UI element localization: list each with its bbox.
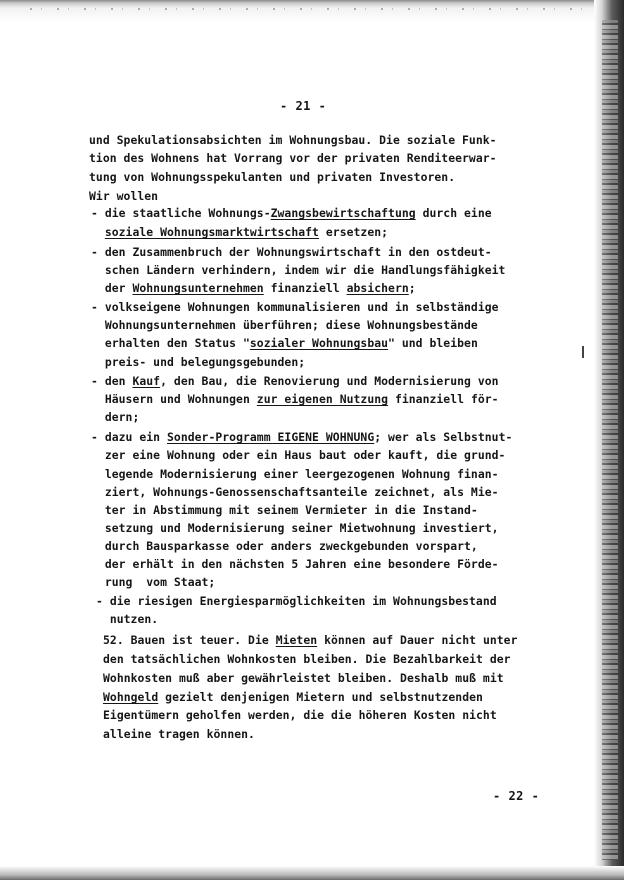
text-segment: - dazu ein <box>91 430 167 444</box>
text-segment: ziert, Wohnungs-Genossenschaftsanteile zeichnet, als Mie- <box>91 485 499 499</box>
text-line <box>91 557 499 571</box>
text-segment: - volkseigene Wohnungen kommunalisieren und in selbständige <box>91 300 499 314</box>
text-line <box>91 575 215 589</box>
text-segment: 52. Bauen ist teuer. Die <box>103 633 276 647</box>
text-segment: ; <box>408 281 416 295</box>
text-segment: erhalten den Status " <box>91 336 250 350</box>
text-line <box>91 336 478 350</box>
text-segment: dern; <box>91 410 140 424</box>
text-segment: nutzen. <box>96 612 159 626</box>
text-segment: zer eine Wohnung oder ein Haus baut oder kauft, die grund- <box>91 448 506 462</box>
text-segment: ; wer als Selbstnut- <box>374 430 513 444</box>
text-line <box>89 170 455 184</box>
text-line <box>91 503 478 517</box>
text-line <box>91 318 478 332</box>
text-segment: schen Ländern verhindern, indem wir die Handlungsfähigkeit <box>91 263 506 277</box>
text-segment: alleine tragen können. <box>103 727 255 741</box>
text-segment <box>91 225 105 239</box>
text-segment: Eigentümern geholfen werden, die die höheren Kosten nicht <box>103 708 497 722</box>
text-line <box>91 245 492 259</box>
text-line <box>96 612 158 626</box>
text-line <box>91 467 499 481</box>
underlined-text: Mieten <box>275 633 318 647</box>
underlined-text: zur eigenen Nutzung <box>256 392 389 406</box>
scan-right-noise <box>602 20 618 860</box>
text-line <box>103 633 517 647</box>
text-segment: Wir wollen <box>89 189 159 203</box>
text-segment: ter in Abstimmung mit seinem Vermieter in die Instand- <box>91 503 478 517</box>
text-segment: durch eine <box>415 206 492 220</box>
underlined-text: Sonder-Programm EIGENE WOHNUNG <box>167 430 375 444</box>
scan-bottom-edge <box>0 866 624 880</box>
text-line <box>89 133 497 147</box>
text-segment: finanziell <box>263 281 347 295</box>
underlined-text: absichern <box>346 281 409 295</box>
text-segment: und Spekulationsabsichten im Wohnungsbau. Die soziale Funk- <box>89 133 497 147</box>
text-segment: " und bleiben <box>388 336 478 350</box>
text-segment: rung vom Staat; <box>91 575 216 589</box>
text-line <box>91 374 499 388</box>
text-segment: ersetzen; <box>318 225 389 239</box>
text-segment: - die riesigen Energiesparmöglichkeiten im Wohnungsbestand <box>96 594 497 608</box>
text-line <box>91 539 478 553</box>
text-segment: Wohnkosten muß aber gewährleistet bleiben. Deshalb muß mit <box>103 671 504 685</box>
text-line <box>91 448 505 462</box>
text-segment: der erhält in den nächsten 5 Jahren eine besondere Förde- <box>91 557 499 571</box>
text-segment: der <box>91 281 133 295</box>
text-segment: setzung und Modernisierung seiner Mietwohnung investiert, <box>91 521 499 535</box>
text-line <box>91 300 499 314</box>
text-line <box>91 410 139 424</box>
margin-mark <box>582 346 584 358</box>
text-line <box>103 727 255 741</box>
page-number-top: - 21 - <box>280 99 327 113</box>
text-line <box>91 392 499 406</box>
text-line <box>89 189 158 203</box>
text-line <box>91 206 492 220</box>
text-segment: können auf Dauer nicht unter <box>317 633 518 647</box>
underlined-text: Kauf <box>132 374 161 388</box>
text-segment: durch Bausparkasse oder anders zweckgebunden vorspart, <box>91 539 478 553</box>
text-segment: - den <box>91 374 133 388</box>
text-segment: Wohnungsunternehmen überführen; diese Wohnungsbestände <box>91 318 478 332</box>
underlined-text: soziale Wohnungsmarktwirtschaft <box>104 225 319 239</box>
text-line <box>91 263 505 277</box>
text-line <box>103 671 504 685</box>
text-segment: tung von Wohnungsspekulanten und privaten Investoren. <box>89 170 456 184</box>
text-line <box>103 708 497 722</box>
text-segment: Häusern und Wohnungen <box>91 392 257 406</box>
text-line <box>89 151 497 165</box>
scan-top-edge <box>0 0 624 22</box>
text-line <box>91 485 499 499</box>
text-segment: , den Bau, die Renovierung und Modernisierung von <box>160 374 499 388</box>
underlined-text: Zwangsbewirtschaftung <box>270 206 416 220</box>
text-segment: - die staatliche Wohnungs- <box>91 206 271 220</box>
text-line <box>103 690 483 704</box>
text-segment: preis- und belegungsgebunden; <box>91 355 306 369</box>
text-segment: tion des Wohnens hat Vorrang vor der privaten Renditeerwar- <box>89 151 497 165</box>
text-segment: legende Modernisierung einer leergezogenen Wohnung finan- <box>91 467 499 481</box>
text-segment: finanziell för- <box>388 392 499 406</box>
scan-top-noise <box>30 8 590 10</box>
text-segment: - den Zusammenbruch der Wohnungswirtschaft in den ostdeut- <box>91 245 492 259</box>
text-segment: gezielt denjenigen Mietern und selbstnutzenden <box>158 690 483 704</box>
underlined-text: Wohnungsunternehmen <box>132 281 264 295</box>
text-line <box>103 652 511 666</box>
text-line <box>91 281 416 295</box>
text-line <box>91 225 388 239</box>
underlined-text: sozialer Wohnungsbau <box>249 336 389 350</box>
text-line <box>91 355 305 369</box>
page-number-bottom: - 22 - <box>493 789 540 803</box>
underlined-text: Wohngeld <box>103 690 159 704</box>
text-line <box>91 521 499 535</box>
text-line <box>91 430 512 444</box>
text-segment: den tatsächlichen Wohnkosten bleiben. Die Bezahlbarkeit der <box>103 652 511 666</box>
text-line <box>96 594 497 608</box>
